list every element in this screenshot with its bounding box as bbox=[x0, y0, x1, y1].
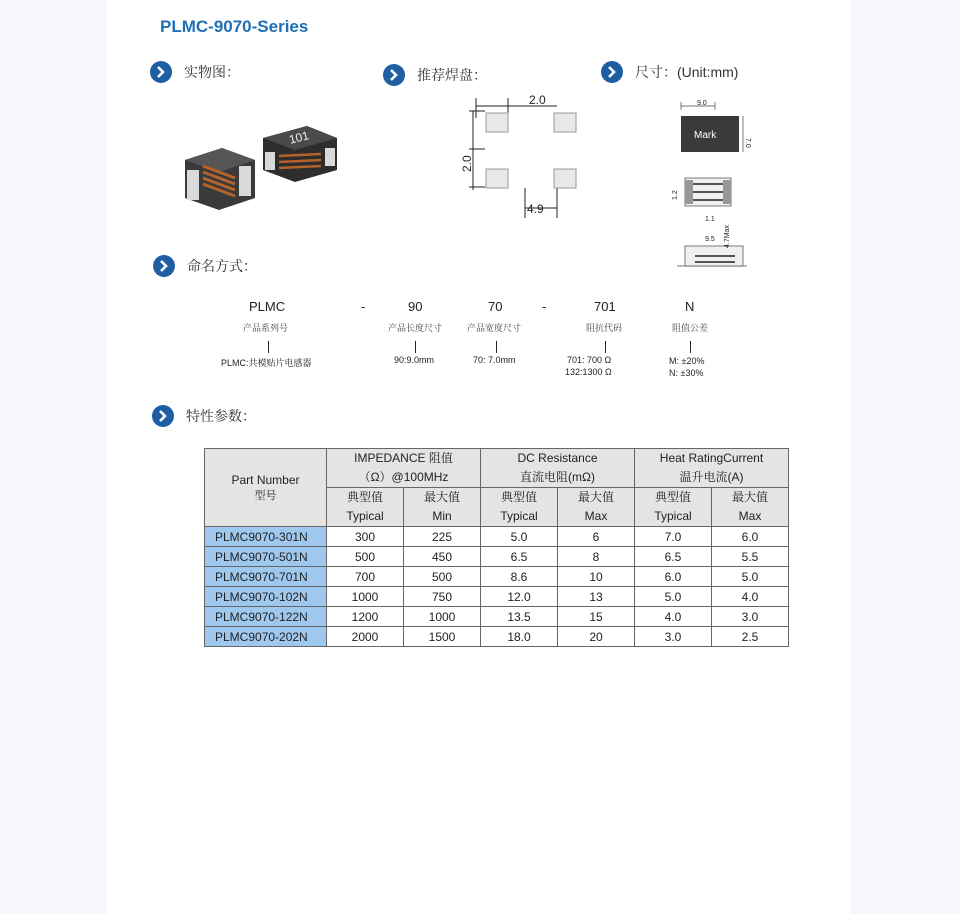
cell-value: 5.0 bbox=[481, 527, 558, 547]
naming-label-impedance: 阻抗代码 bbox=[586, 324, 623, 334]
cell-value: 8 bbox=[558, 547, 635, 567]
naming-label-tolerance: 阻值公差 bbox=[672, 324, 709, 334]
chevron-right-icon bbox=[152, 405, 174, 427]
chevron-right-icon bbox=[383, 64, 405, 86]
dimension-h: 7.0 bbox=[744, 138, 751, 148]
cell-value: 2000 bbox=[327, 627, 404, 647]
cell-value: 6.0 bbox=[712, 527, 789, 547]
cell-value: 450 bbox=[404, 547, 481, 567]
section-params bbox=[152, 405, 256, 427]
naming-code-width: 70 bbox=[488, 299, 503, 314]
cell-part-number: PLMC9070-122N bbox=[205, 607, 327, 627]
table-row bbox=[205, 607, 789, 627]
dimension-max: 4.7Max bbox=[724, 225, 731, 248]
naming-note-series: PLMC:共模贴片电感器 bbox=[221, 358, 312, 368]
cell-value: 5.0 bbox=[635, 587, 712, 607]
section-photo bbox=[150, 61, 240, 83]
naming-note-length: 90:9.0mm bbox=[394, 355, 435, 365]
dimension-drawing bbox=[667, 96, 757, 276]
section-size-label: 尺寸：(Unit:mm) bbox=[635, 64, 739, 80]
pad-dim-bottom: 4.9 bbox=[527, 202, 544, 216]
dimension-c: 9.5 bbox=[705, 236, 715, 243]
label-max: Max bbox=[738, 509, 762, 523]
cell-value: 13.5 bbox=[481, 607, 558, 627]
table-row bbox=[205, 527, 789, 547]
dimension-b: 1.1 bbox=[705, 216, 715, 223]
naming-note-impedance-1: 701: 700 Ω bbox=[567, 355, 612, 365]
label-max: Max bbox=[584, 509, 608, 523]
subheader-heat-max bbox=[712, 488, 789, 527]
label-typical: Typical bbox=[500, 509, 538, 523]
cell-value: 4.0 bbox=[712, 587, 789, 607]
subheader-heat-typical bbox=[635, 488, 712, 527]
subheader-dcr-max bbox=[558, 488, 635, 527]
page-title: PLMC-9070-Series bbox=[160, 17, 309, 36]
cell-value: 6.5 bbox=[635, 547, 712, 567]
section-naming-label: 命名方式： bbox=[187, 258, 257, 274]
naming-connector bbox=[690, 341, 691, 353]
label-max-cn: 最大值 bbox=[577, 490, 614, 504]
section-pad-label: 推荐焊盘： bbox=[417, 67, 487, 83]
label-min: Min bbox=[432, 509, 452, 523]
label-typical: Typical bbox=[654, 509, 692, 523]
naming-label-length: 产品长度尺寸 bbox=[388, 324, 443, 334]
cell-part-number: PLMC9070-501N bbox=[205, 547, 327, 567]
naming-code-dash: - bbox=[361, 299, 366, 314]
naming-note-tolerance-m: M: ±20% bbox=[669, 356, 705, 366]
subheader-dcr-typical bbox=[481, 488, 558, 527]
cell-value: 12.0 bbox=[481, 587, 558, 607]
cell-value: 8.6 bbox=[481, 567, 558, 587]
dimension-w: 9.0 bbox=[697, 100, 707, 107]
table-row bbox=[205, 627, 789, 647]
cell-value: 5.5 bbox=[712, 547, 789, 567]
datasheet-page bbox=[107, 0, 851, 914]
cell-part-number: PLMC9070-202N bbox=[205, 627, 327, 647]
cell-part-number: PLMC9070-102N bbox=[205, 587, 327, 607]
cell-value: 700 bbox=[327, 567, 404, 587]
cell-value: 7.0 bbox=[635, 527, 712, 547]
table-row bbox=[205, 567, 789, 587]
cell-value: 15 bbox=[558, 607, 635, 627]
naming-code-series: PLMC bbox=[249, 299, 286, 314]
cell-value: 6.5 bbox=[481, 547, 558, 567]
cell-value: 1200 bbox=[327, 607, 404, 627]
label-typ-cn: 典型值 bbox=[654, 490, 691, 504]
table-row bbox=[205, 547, 789, 567]
cell-value: 300 bbox=[327, 527, 404, 547]
cell-value: 500 bbox=[404, 567, 481, 587]
naming-connector bbox=[496, 341, 497, 353]
naming-code-impedance: 701 bbox=[594, 299, 616, 314]
pad-dim-top: 2.0 bbox=[529, 93, 546, 107]
subheader-impedance-min bbox=[404, 488, 481, 527]
header-part-number-en: Part Number bbox=[231, 472, 300, 487]
cell-value: 20 bbox=[558, 627, 635, 647]
cell-value: 1500 bbox=[404, 627, 481, 647]
label-max-cn: 最大值 bbox=[731, 490, 768, 504]
section-naming bbox=[153, 255, 257, 277]
cell-value: 10 bbox=[558, 567, 635, 587]
header-heat bbox=[635, 449, 789, 488]
subheader-impedance-typical bbox=[327, 488, 404, 527]
spec-table bbox=[204, 448, 789, 647]
naming-note-impedance-2: 132:1300 Ω bbox=[565, 367, 612, 377]
naming-label-width: 产品宽度尺寸 bbox=[467, 324, 522, 334]
header-dcr-cn: 直流电阻(mΩ) bbox=[520, 470, 595, 484]
cell-value: 5.0 bbox=[712, 567, 789, 587]
cell-value: 18.0 bbox=[481, 627, 558, 647]
section-params-label: 特性参数： bbox=[186, 408, 256, 424]
cell-value: 750 bbox=[404, 587, 481, 607]
cell-value: 3.0 bbox=[712, 607, 789, 627]
cell-value: 3.0 bbox=[635, 627, 712, 647]
naming-code-dash: - bbox=[542, 299, 547, 314]
naming-code-length: 90 bbox=[408, 299, 423, 314]
header-heat-cn: 温升电流(A) bbox=[679, 470, 744, 484]
cell-value: 1000 bbox=[327, 587, 404, 607]
cell-part-number: PLMC9070-301N bbox=[205, 527, 327, 547]
section-photo-label: 实物图： bbox=[184, 64, 240, 80]
naming-label-series: 产品系列号 bbox=[243, 324, 289, 334]
cell-value: 500 bbox=[327, 547, 404, 567]
label-max-cn: 最大值 bbox=[423, 490, 460, 504]
header-part-number bbox=[205, 449, 327, 527]
header-impedance-unit: （Ω）@100MHz bbox=[358, 470, 449, 484]
naming-note-tolerance-n: N: ±30% bbox=[669, 368, 704, 378]
cell-value: 2.5 bbox=[712, 627, 789, 647]
header-dcr-en: DC Resistance bbox=[517, 451, 598, 465]
naming-connector bbox=[605, 341, 606, 353]
cell-value: 225 bbox=[404, 527, 481, 547]
header-heat-en: Heat RatingCurrent bbox=[659, 451, 764, 465]
naming-connector bbox=[268, 341, 269, 353]
pad-layout-drawing bbox=[457, 90, 587, 220]
section-pad bbox=[383, 64, 487, 86]
dimension-a: 1.2 bbox=[672, 190, 679, 200]
cell-value: 6.0 bbox=[635, 567, 712, 587]
header-impedance bbox=[327, 449, 481, 488]
dimension-mark: Mark bbox=[694, 130, 717, 141]
section-size bbox=[601, 61, 738, 83]
header-dcr bbox=[481, 449, 635, 488]
chevron-right-icon bbox=[150, 61, 172, 83]
chevron-right-icon bbox=[601, 61, 623, 83]
cell-part-number: PLMC9070-701N bbox=[205, 567, 327, 587]
header-impedance-en: IMPEDANCE 阻值 bbox=[354, 451, 453, 465]
cell-value: 6 bbox=[558, 527, 635, 547]
cell-value: 13 bbox=[558, 587, 635, 607]
table-row bbox=[205, 587, 789, 607]
chevron-right-icon bbox=[153, 255, 175, 277]
label-typical: Typical bbox=[346, 509, 384, 523]
cell-value: 4.0 bbox=[635, 607, 712, 627]
naming-code-tolerance: N bbox=[685, 299, 695, 314]
naming-note-width: 70: 7.0mm bbox=[473, 355, 516, 365]
label-typ-cn: 典型值 bbox=[346, 490, 383, 504]
label-typ-cn: 典型值 bbox=[500, 490, 537, 504]
header-part-number-cn: 型号 bbox=[254, 488, 277, 502]
part-marking: 101 bbox=[287, 128, 311, 147]
pad-dim-left: 2.0 bbox=[460, 155, 474, 172]
product-photo bbox=[177, 118, 347, 218]
cell-value: 1000 bbox=[404, 607, 481, 627]
naming-connector bbox=[415, 341, 416, 353]
